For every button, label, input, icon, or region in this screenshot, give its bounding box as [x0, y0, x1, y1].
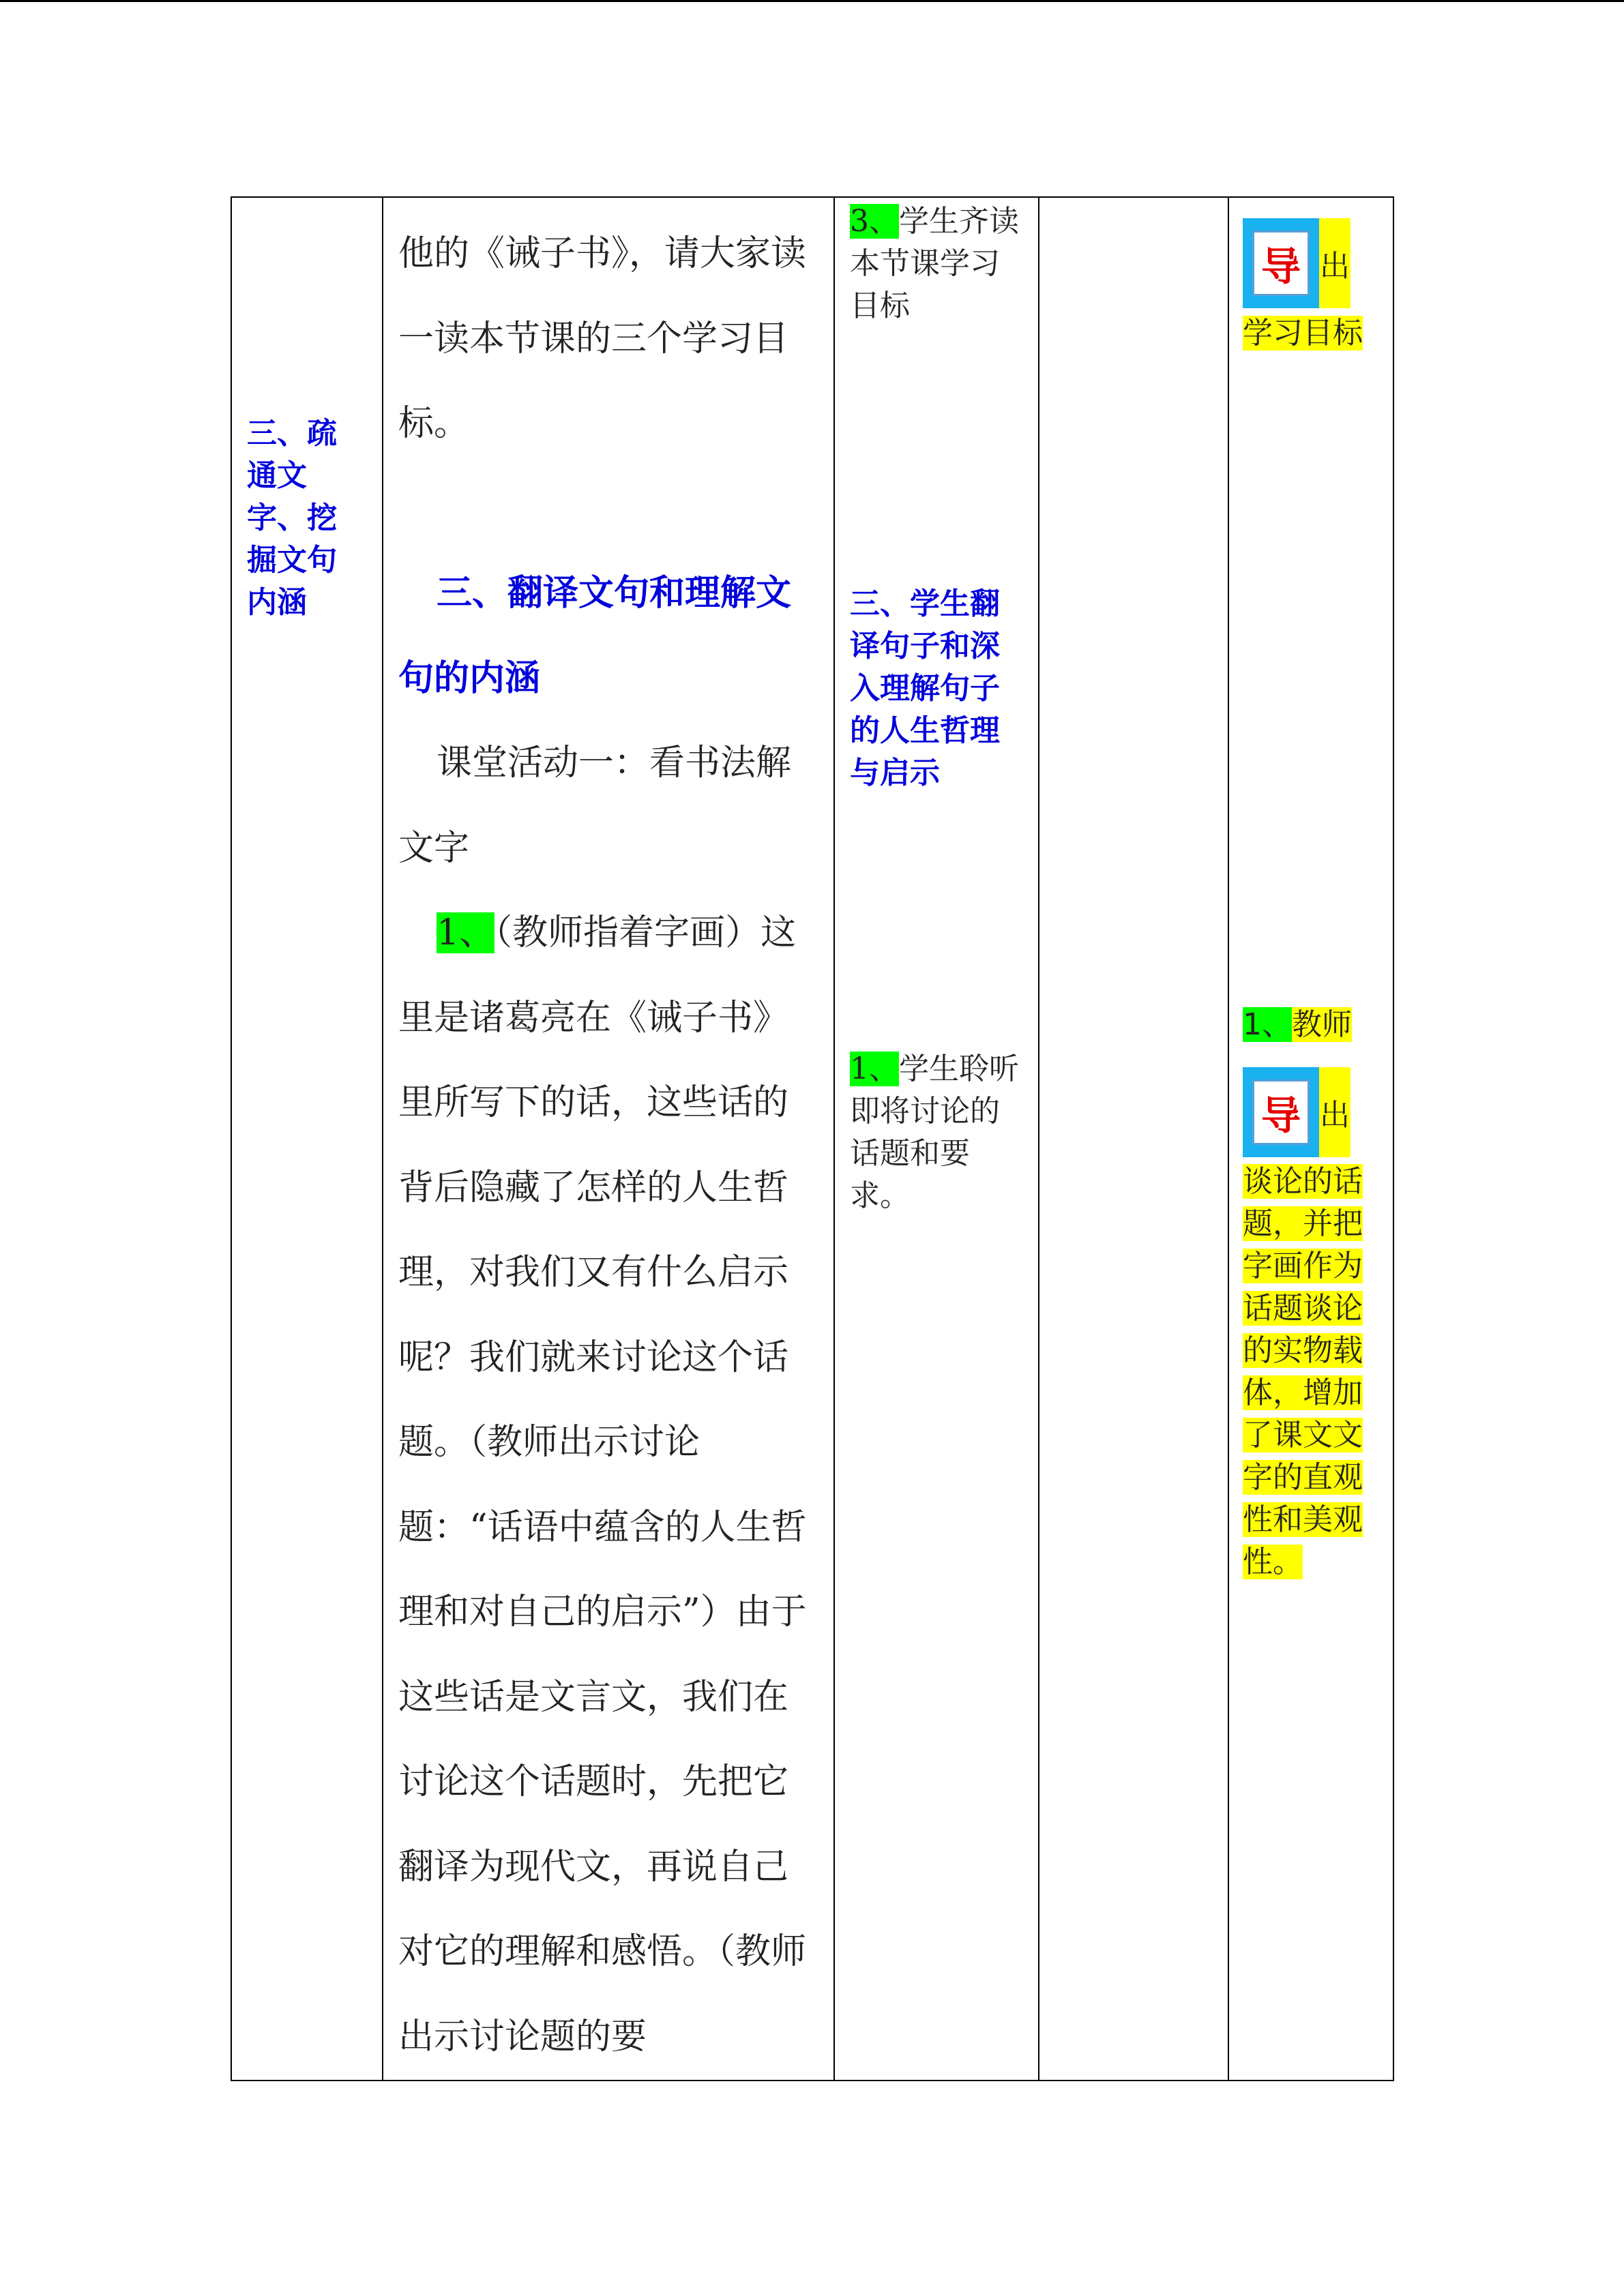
student-item-2-text: 学生聆听即将讨论的话题和要求。	[850, 1052, 1019, 1213]
design-item-2-text: 谈论的话题，并把字画作为话题谈论的实物载体，增加了课文文字的直观性和美观性。	[1243, 1164, 1363, 1579]
guide-suffix: 出	[1319, 1067, 1350, 1157]
teacher-step	[398, 891, 821, 2079]
design-item-2-number: 1、	[1243, 1007, 1292, 1042]
student-item-1-number: 3、	[850, 204, 899, 239]
spacer	[398, 466, 821, 552]
empty-cell	[1039, 197, 1228, 2081]
stage-title: 三、疏通文字、挖掘文句内涵	[247, 416, 337, 620]
student-item-2	[850, 1048, 1020, 1217]
design-intent-cell	[1228, 197, 1393, 2081]
lesson-plan-table	[231, 196, 1394, 2081]
design-item-2	[1243, 1161, 1379, 1583]
student-section-heading: 三、学生翻译句子和深入理解句子的人生哲理与启示	[850, 586, 1000, 790]
design-item-1	[1243, 312, 1379, 355]
student-activity-cell	[834, 197, 1039, 2081]
guide-icon	[1243, 218, 1319, 308]
teacher-activity-text	[398, 211, 821, 2079]
guide-badge-2	[1243, 1067, 1350, 1157]
design-item-1-text: 学习目标	[1243, 316, 1363, 351]
design-item-2-label	[1243, 1004, 1379, 1046]
student-item-1-text: 学生齐读本节课学习目标	[850, 204, 1019, 323]
guide-suffix: 出	[1319, 218, 1350, 308]
step-number: 1、	[437, 912, 495, 953]
stage-cell	[231, 197, 383, 2081]
guide-icon-char: 导	[1252, 230, 1310, 296]
student-item-2-number: 1、	[850, 1052, 899, 1086]
table-row	[231, 197, 1393, 2081]
step-text: （教师指着字画）这里是诸葛亮在《诫子书》里所写下的话，这些话的背后隐藏了怎样的人生哲理，对我们又有什么启示呢？我们就来讨论这个话题。（教师出示讨论题：“话语中蕴含的人生哲理和对自己的启示”）由于这些话是文言文，我们在讨论这个话题时，先把它翻译为现代文，再说自己对它的理解和感悟。（教师出示讨论题的要	[398, 912, 807, 2057]
teacher-activity-title: 课堂活动一：看书法解文字	[398, 743, 792, 869]
guide-icon-char: 导	[1252, 1079, 1310, 1145]
page-top-rule	[0, 0, 1624, 2]
student-item-1	[850, 200, 1020, 327]
guide-icon	[1243, 1067, 1319, 1157]
guide-badge-1	[1243, 218, 1350, 308]
teacher-intro: 他的《诫子书》，请大家读一读本节课的三个学习目标。	[398, 233, 807, 444]
design-item-2-label-text: 教师	[1292, 1007, 1352, 1042]
teacher-section-heading: 三、翻译文句和理解文句的内涵	[398, 572, 792, 699]
teacher-activity-cell	[383, 197, 834, 2081]
